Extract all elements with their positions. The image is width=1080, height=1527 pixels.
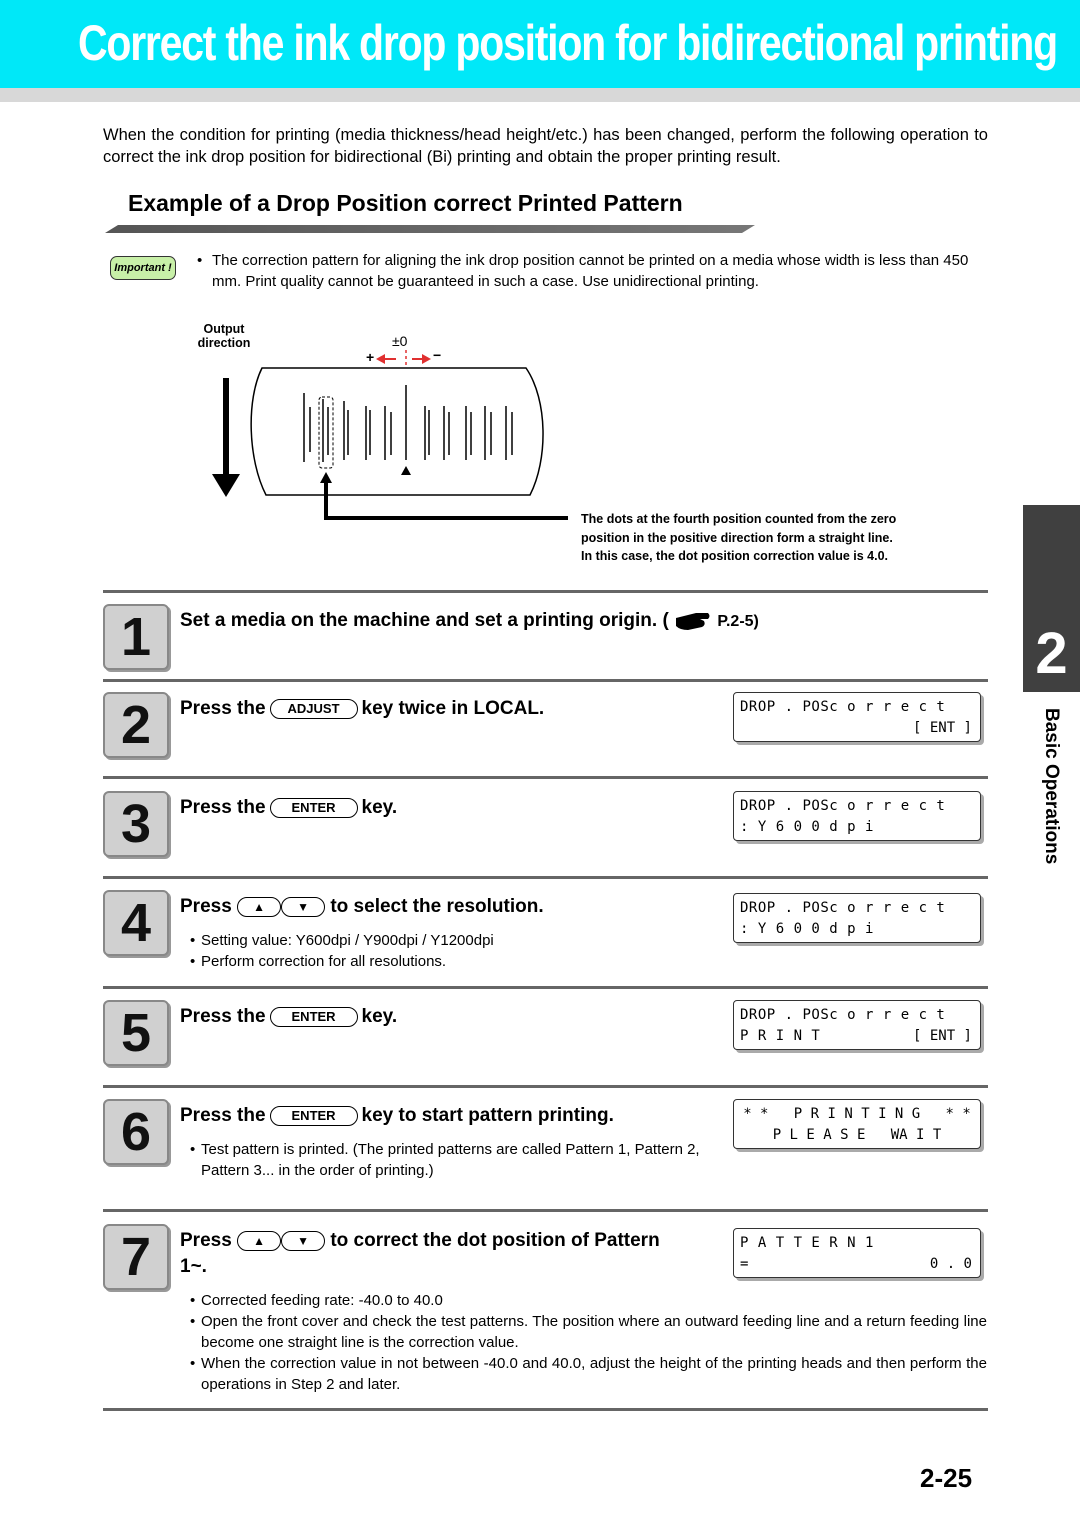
down-key-icon: ▼ bbox=[281, 897, 325, 917]
enter-key: ENTER bbox=[270, 1106, 358, 1126]
chapter-number: 2 bbox=[1035, 621, 1068, 686]
lcd-display: * * P R I N T I N G * * P L E A S E WA I T bbox=[733, 1099, 981, 1149]
adjust-key: ADJUST bbox=[270, 699, 358, 719]
pointing-hand-icon bbox=[674, 610, 712, 632]
important-badge: Important ! bbox=[110, 256, 176, 280]
section-heading: Example of a Drop Position correct Printed Pattern bbox=[128, 190, 683, 216]
step-title: Press ▲ ▼ to select the resolution. bbox=[180, 896, 544, 917]
step-divider bbox=[103, 986, 988, 989]
step-number: 2 bbox=[103, 692, 169, 758]
lcd-display: P A T T E R N 1 = 0 . 0 bbox=[733, 1228, 981, 1278]
step-title-continued: 1~. bbox=[180, 1256, 207, 1277]
bullet: • Corrected feeding rate: -40.0 to 40.0 bbox=[190, 1292, 443, 1309]
step-divider bbox=[103, 876, 988, 879]
lcd-display: DROP . POSc o r r e c t : Y 6 0 0 d p i bbox=[733, 791, 981, 841]
step-divider bbox=[103, 679, 988, 682]
page-number: 2-25 bbox=[920, 1463, 973, 1493]
bullet: • When the correction value in not between -40.0 and 40.0, adjust the height of the printing heads and then perform the operations in Step 2 and later. bbox=[190, 1355, 987, 1393]
bullet: • Setting value: Y600dpi / Y900dpi / Y1200dpi bbox=[190, 932, 494, 949]
step-title: Press ▲ ▼ to correct the dot position of Pattern bbox=[180, 1230, 660, 1251]
enter-key: ENTER bbox=[270, 1007, 358, 1027]
step-divider bbox=[103, 590, 988, 593]
lcd-display: DROP . POSc o r r e c t : Y 6 0 0 d p i bbox=[733, 893, 981, 943]
minus-label: − bbox=[433, 347, 442, 363]
bullet: • Open the front cover and check the test patterns. The position where an outward feeding line and a return feeding line become one straight line is the correction value. bbox=[190, 1313, 987, 1351]
output-direction-label: Output direction bbox=[197, 322, 251, 350]
up-key-icon: ▲ bbox=[237, 897, 281, 917]
zero-label: ±0 bbox=[392, 333, 408, 349]
step-number: 1 bbox=[103, 604, 169, 670]
enter-key: ENTER bbox=[270, 798, 358, 818]
down-key-icon: ▼ bbox=[281, 1231, 325, 1251]
chapter-label: Basic Operations bbox=[1041, 708, 1062, 865]
important-note: • The correction pattern for aligning the ink drop position cannot be printed on a media whose width is less than 450 mm. Print quality cannot be guaranteed in such a case. Use unidirectional printing. bbox=[197, 252, 969, 290]
lcd-display: DROP . POSc o r r e c t [ ENT ] bbox=[733, 692, 981, 742]
bullet: • Test pattern is printed. (The printed patterns are called Pattern 1, Pattern 2, Pattern 3... in the order of printing.) bbox=[190, 1141, 700, 1179]
plus-label: + bbox=[366, 349, 375, 365]
diagram-caption: The dots at the fourth position counted from the zero position in the positive direction form a straight line. In this case, the dot position correction value is 4.0. bbox=[581, 512, 897, 563]
bullet: • Perform correction for all resolutions. bbox=[190, 953, 447, 970]
step-number: 5 bbox=[103, 1000, 169, 1066]
step-title: Press the ENTER key to start pattern printing. bbox=[180, 1105, 614, 1126]
media-sheet bbox=[251, 368, 543, 495]
step-number: 6 bbox=[103, 1099, 169, 1165]
step-divider bbox=[103, 1408, 988, 1411]
up-key-icon: ▲ bbox=[237, 1231, 281, 1251]
output-arrow-shaft bbox=[223, 378, 229, 476]
step-title: Press the ENTER key. bbox=[180, 1006, 398, 1027]
step-divider bbox=[103, 1209, 988, 1212]
step-title: Set a media on the machine and set a printing origin. ( P.2-5) bbox=[180, 610, 759, 632]
step-divider bbox=[103, 1085, 988, 1088]
page-title: Correct the ink drop position for bidirectional printing bbox=[78, 15, 1057, 71]
step-divider bbox=[103, 776, 988, 779]
step-number: 3 bbox=[103, 791, 169, 857]
step-number: 4 bbox=[103, 890, 169, 956]
lcd-display: DROP . POSc o r r e c t P R I N T [ ENT ] bbox=[733, 1000, 981, 1050]
output-arrow-head bbox=[212, 474, 240, 497]
step-title: Press the ENTER key. bbox=[180, 797, 398, 818]
step-title: Press the ADJUST key twice in LOCAL. bbox=[180, 698, 545, 719]
intro-paragraph: When the condition for printing (media thickness/head height/etc.) has been changed, perform the following operation to correct the ink drop position for bidirectional (Bi) printing and obtain the proper printing result. bbox=[103, 126, 988, 166]
step-number: 7 bbox=[103, 1224, 169, 1290]
